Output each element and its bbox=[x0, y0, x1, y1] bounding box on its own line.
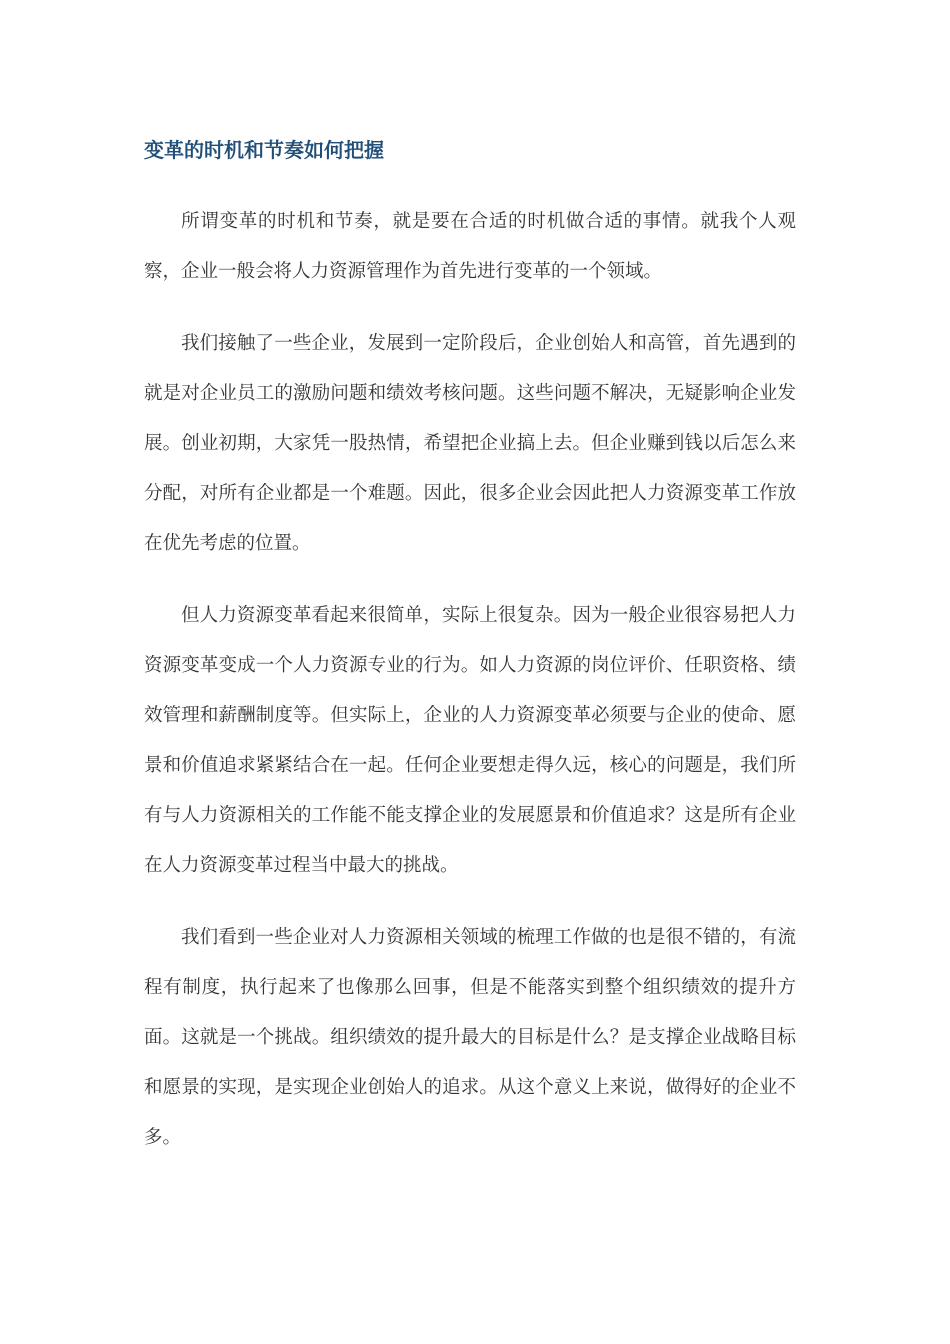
document-body bbox=[144, 197, 796, 1185]
document-title: 变革的时机和节奏如何把握 bbox=[144, 138, 384, 162]
paragraph-1: 所谓变革的时机和节奏，就是要在合适的时机做合适的事情。就我个人观察，企业一般会将人力资源管理作为首先进行变革的一个领域。 bbox=[144, 211, 796, 282]
paragraph-3: 但人力资源变革看起来很简单，实际上很复杂。因为一般企业很容易把人力资源变革变成一个人力资源专业的行为。如人力资源的岗位评价、任职资格、绩效管理和薪酬制度等。但实际上，企业的人力资源变革必须要与企业的使命、愿景和价值追求紧紧结合在一起。任何企业要想走得久远，核心的问题是，我们所有与人力资源相关的工作能不能支撑企业的发展愿景和价值追求？这是所有企业在人力资源变革过程当中最大的挑战。 bbox=[144, 605, 796, 876]
paragraph-2: 我们接触了一些企业，发展到一定阶段后，企业创始人和高管，首先遇到的就是对企业员工的激励问题和绩效考核问题。这些问题不解决，无疑影响企业发展。创业初期，大家凭一股热情，希望把企业搞上去。但企业赚到钱以后怎么来分配，对所有企业都是一个难题。因此，很多企业会因此把人力资源变革工作放在优先考虑的位置。 bbox=[144, 333, 796, 554]
paragraph-4: 我们看到一些企业对人力资源相关领域的梳理工作做的也是很不错的，有流程有制度，执行起来了也像那么回事，但是不能落实到整个组织绩效的提升方面。这就是一个挑战。组织绩效的提升最大的目标是什么？是支撑企业战略目标和愿景的实现，是实现企业创始人的追求。从这个意义上来说，做得好的企业不多。 bbox=[144, 927, 796, 1148]
